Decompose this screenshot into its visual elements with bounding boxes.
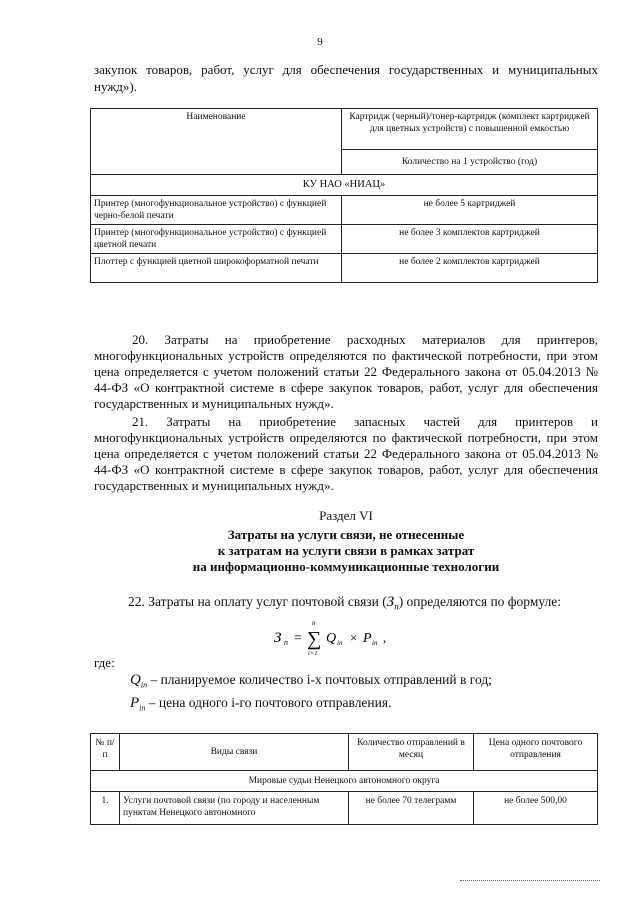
- section-heading: [94, 508, 598, 575]
- def-symbol: Q: [130, 672, 141, 688]
- row-num: 1.: [91, 792, 120, 825]
- formula-lhs: З: [274, 630, 282, 646]
- postal-services-table: [90, 733, 598, 825]
- formula-p: P: [363, 631, 372, 646]
- def-text: – планируемое количество i-х почтовых отправлений в год;: [150, 672, 492, 687]
- def-symbol-sub: iп: [139, 703, 146, 713]
- definition-p: [130, 695, 391, 713]
- table-row: [91, 792, 598, 825]
- paragraph-20: 20. Затраты на приобретение расходных материалов для принтеров, многофункциональных устройств определяются по фактической потребности, при этом цена определяется с учетом положений статьи 22 Федерального закона от 05.04.2013 № 44-ФЗ «О контрактной системе в сфере закупок товаров, работ, услуг для обеспечения государственных и муниципальных нужд».: [94, 332, 598, 411]
- row-type: Услуги почтовой связи (по городу и населенным пунктам Ненецкого автономного: [120, 792, 349, 825]
- header-type: Виды связи: [120, 734, 349, 771]
- group-row: КУ НАО «НИАЦ»: [91, 175, 598, 196]
- formula-q-sub: iп: [337, 639, 343, 647]
- section-title-line: на информационно-коммуникационные технологии: [192, 559, 500, 574]
- formula-sum-bottom: i=1: [308, 650, 318, 657]
- subheader-qty: Количество на 1 устройство (год): [342, 150, 598, 175]
- formula-tail: ,: [383, 630, 387, 645]
- page-number: 9: [317, 36, 323, 48]
- def-text: – цена одного i-го почтового отправления.: [148, 695, 392, 710]
- paragraph-21: 21. Затраты на приобретение запасных частей для принтеров и многофункциональных устройств определяются по фактической потребности, при этом цена определяется с учетом положений статьи 22 Федерального закона от 05.04.2013 № 44-ФЗ «О контрактной системе в сфере закупок товаров, работ, услуг для обеспечения государственных и муниципальных нужд».: [94, 414, 598, 493]
- row-name: Принтер (многофункциональное устройство) с функцией черно-белой печати: [91, 196, 342, 225]
- row-qty: не более 2 комплектов картриджей: [342, 254, 598, 283]
- p22-before: 22. Затраты на оплату услуг почтовой связи (: [128, 594, 387, 609]
- p22-symbol: З: [386, 594, 395, 610]
- cartridge-table: [90, 108, 598, 283]
- section-title-line: к затратам на услуги связи в рамках затрат: [217, 543, 475, 558]
- p22-symbol-sub: п: [394, 601, 399, 612]
- formula-p-sub: iп: [372, 639, 378, 647]
- table-row: [91, 196, 598, 225]
- row-qty: не более 5 картриджей: [342, 196, 598, 225]
- def-symbol-sub: iп: [140, 680, 148, 690]
- row-qty: не более 3 комплектов картриджей: [342, 225, 598, 254]
- row-name: Принтер (многофункциональное устройство) с функцией цветной печати: [91, 225, 342, 254]
- sum-icon: ∑: [307, 628, 322, 650]
- definition-q: [130, 672, 492, 690]
- formula-eq: =: [294, 631, 302, 646]
- paragraph-22: [94, 594, 598, 612]
- table-row: [91, 254, 598, 283]
- header-num: № п/п: [91, 734, 120, 771]
- header-qty: Количество отправлений в месяц: [349, 734, 474, 771]
- continuation-text: закупок товаров, работ, услуг для обеспечения государственных и муниципальных нужд»).: [94, 62, 598, 94]
- header-name: Наименование: [91, 109, 342, 175]
- postal-cost-formula: [268, 617, 428, 657]
- section-title-line: Затраты на услуги связи, не отнесенные: [227, 527, 465, 542]
- row-name: Плоттер с функцией цветной широкоформатной печати: [91, 254, 342, 283]
- row-qty: не более 70 телеграмм: [349, 792, 474, 825]
- table-row: [91, 225, 598, 254]
- formula-times: ×: [350, 630, 358, 645]
- header-item: Картридж (черный)/тонер-картридж (комплект картриджей для цветных устройств) с повышенной емкостью: [342, 109, 598, 150]
- formula-lhs-sub: п: [284, 638, 288, 647]
- group-row: Мировые судьи Ненецкого автономного округа: [91, 771, 598, 792]
- formula-q: Q: [326, 631, 337, 646]
- section-number: Раздел VI: [319, 508, 373, 523]
- p22-after: ) определяются по формуле:: [398, 594, 562, 609]
- footer-divider: [460, 880, 600, 881]
- def-symbol: P: [130, 695, 140, 711]
- where-label: где:: [94, 655, 115, 670]
- formula-sum-top: n: [312, 619, 316, 627]
- row-price: не более 500,00: [474, 792, 598, 825]
- header-price: Цена одного почтового отправления: [474, 734, 598, 771]
